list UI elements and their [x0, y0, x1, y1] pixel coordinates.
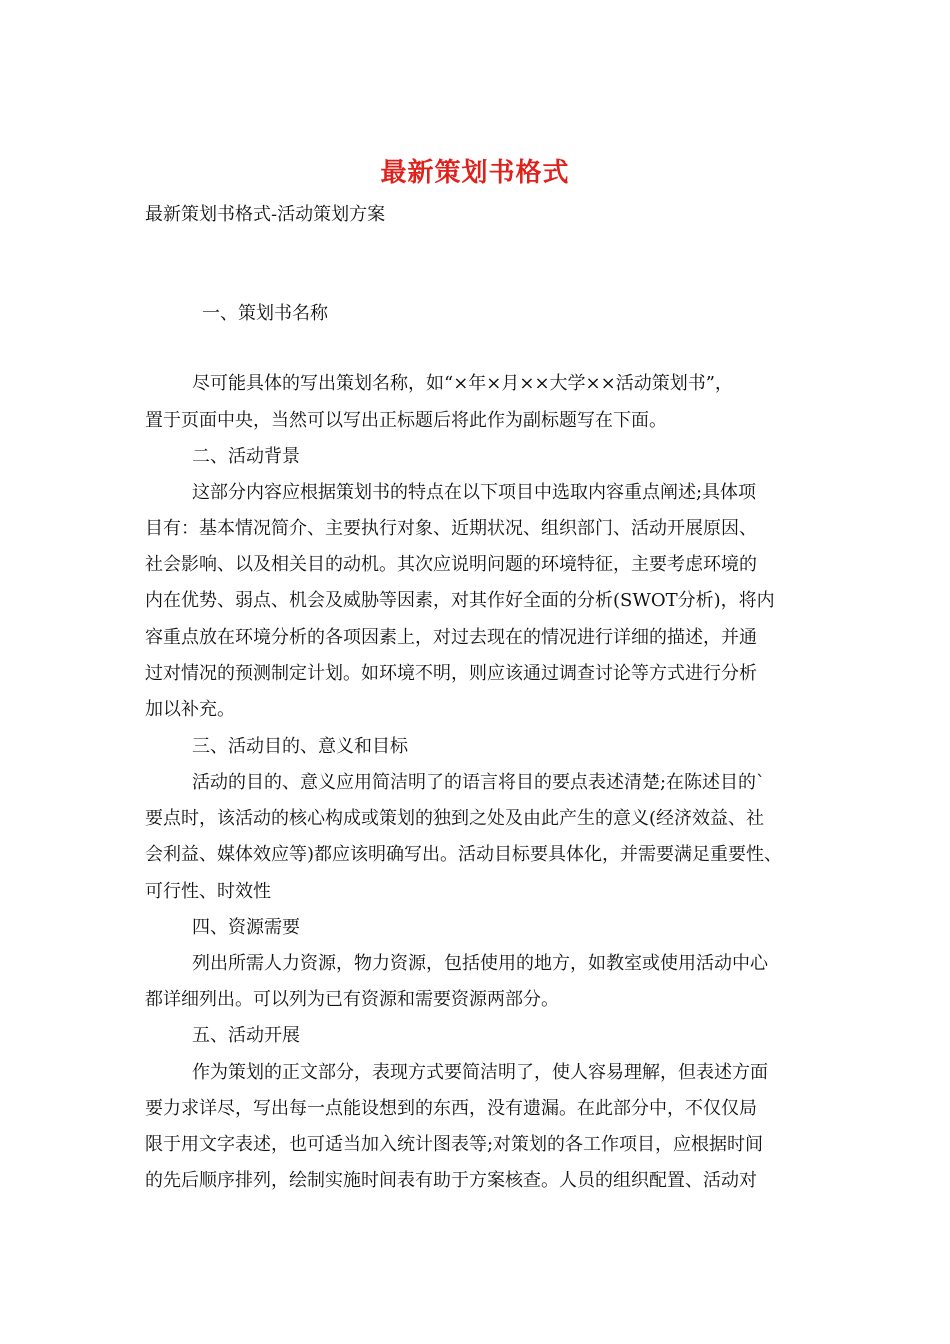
- paragraph-line: 列出所需人力资源，物力资源，包括使用的地方，如教室或使用活动中心: [192, 953, 768, 974]
- document-subtitle: 最新策划书格式-活动策划方案: [145, 204, 386, 225]
- paragraph-line: 社会影响、以及相关目的动机。其次应说明问题的环境特征，主要考虑环境的: [145, 554, 757, 575]
- section-heading-purpose: 三、活动目的、意义和目标: [192, 736, 408, 757]
- paragraph-line: 目有：基本情况简介、主要执行对象、近期状况、组织部门、活动开展原因、: [145, 518, 757, 539]
- paragraph-line: 加以补充。: [145, 699, 235, 720]
- paragraph-line: 的先后顺序排列，绘制实施时间表有助于方案核查。人员的组织配置、活动对: [145, 1170, 757, 1191]
- paragraph-line: 作为策划的正文部分，表现方式要简洁明了，使人容易理解，但表述方面: [192, 1062, 768, 1083]
- paragraph-line: 这部分内容应根据策划书的特点在以下项目中选取内容重点阐述;具体项: [192, 482, 757, 503]
- paragraph-line: 置于页面中央，当然可以写出正标题后将此作为副标题写在下面。: [145, 410, 667, 431]
- paragraph-line: 可行性、时效性: [145, 881, 271, 902]
- paragraph-line: 内在优势、弱点、机会及威胁等因素，对其作好全面的分析(SWOT分析)，将内: [145, 590, 775, 611]
- document-title: 最新策划书格式: [380, 158, 570, 188]
- section-heading-activity: 五、活动开展: [192, 1025, 300, 1046]
- paragraph-line: 容重点放在环境分析的各项因素上，对过去现在的情况进行详细的描述，并通: [145, 627, 757, 648]
- paragraph-line: 限于用文字表述，也可适当加入统计图表等;对策划的各工作项目，应根据时间: [145, 1134, 764, 1155]
- section-heading-name: 一、策划书名称: [202, 303, 328, 324]
- paragraph-line: 要力求详尽，写出每一点能设想到的东西，没有遗漏。在此部分中，不仅仅局: [145, 1098, 757, 1119]
- section-heading-background: 二、活动背景: [192, 446, 300, 467]
- paragraph-line: 会利益、媒体效应等)都应该明确写出。活动目标要具体化，并需要满足重要性、: [145, 844, 783, 865]
- paragraph-line: 活动的目的、意义应用简洁明了的语言将目的要点表述清楚;在陈述目的`: [192, 772, 766, 793]
- paragraph-line: 尽可能具体的写出策划名称，如“×年×月××大学××活动策划书”，: [192, 373, 733, 394]
- paragraph-line: 过对情况的预测制定计划。如环境不明，则应该通过调查讨论等方式进行分析: [145, 663, 757, 684]
- section-heading-resources: 四、资源需要: [192, 917, 300, 938]
- paragraph-line: 都详细列出。可以列为已有资源和需要资源两部分。: [145, 989, 559, 1010]
- paragraph-line: 要点时，该活动的核心构成或策划的独到之处及由此产生的意义(经济效益、社: [145, 808, 765, 829]
